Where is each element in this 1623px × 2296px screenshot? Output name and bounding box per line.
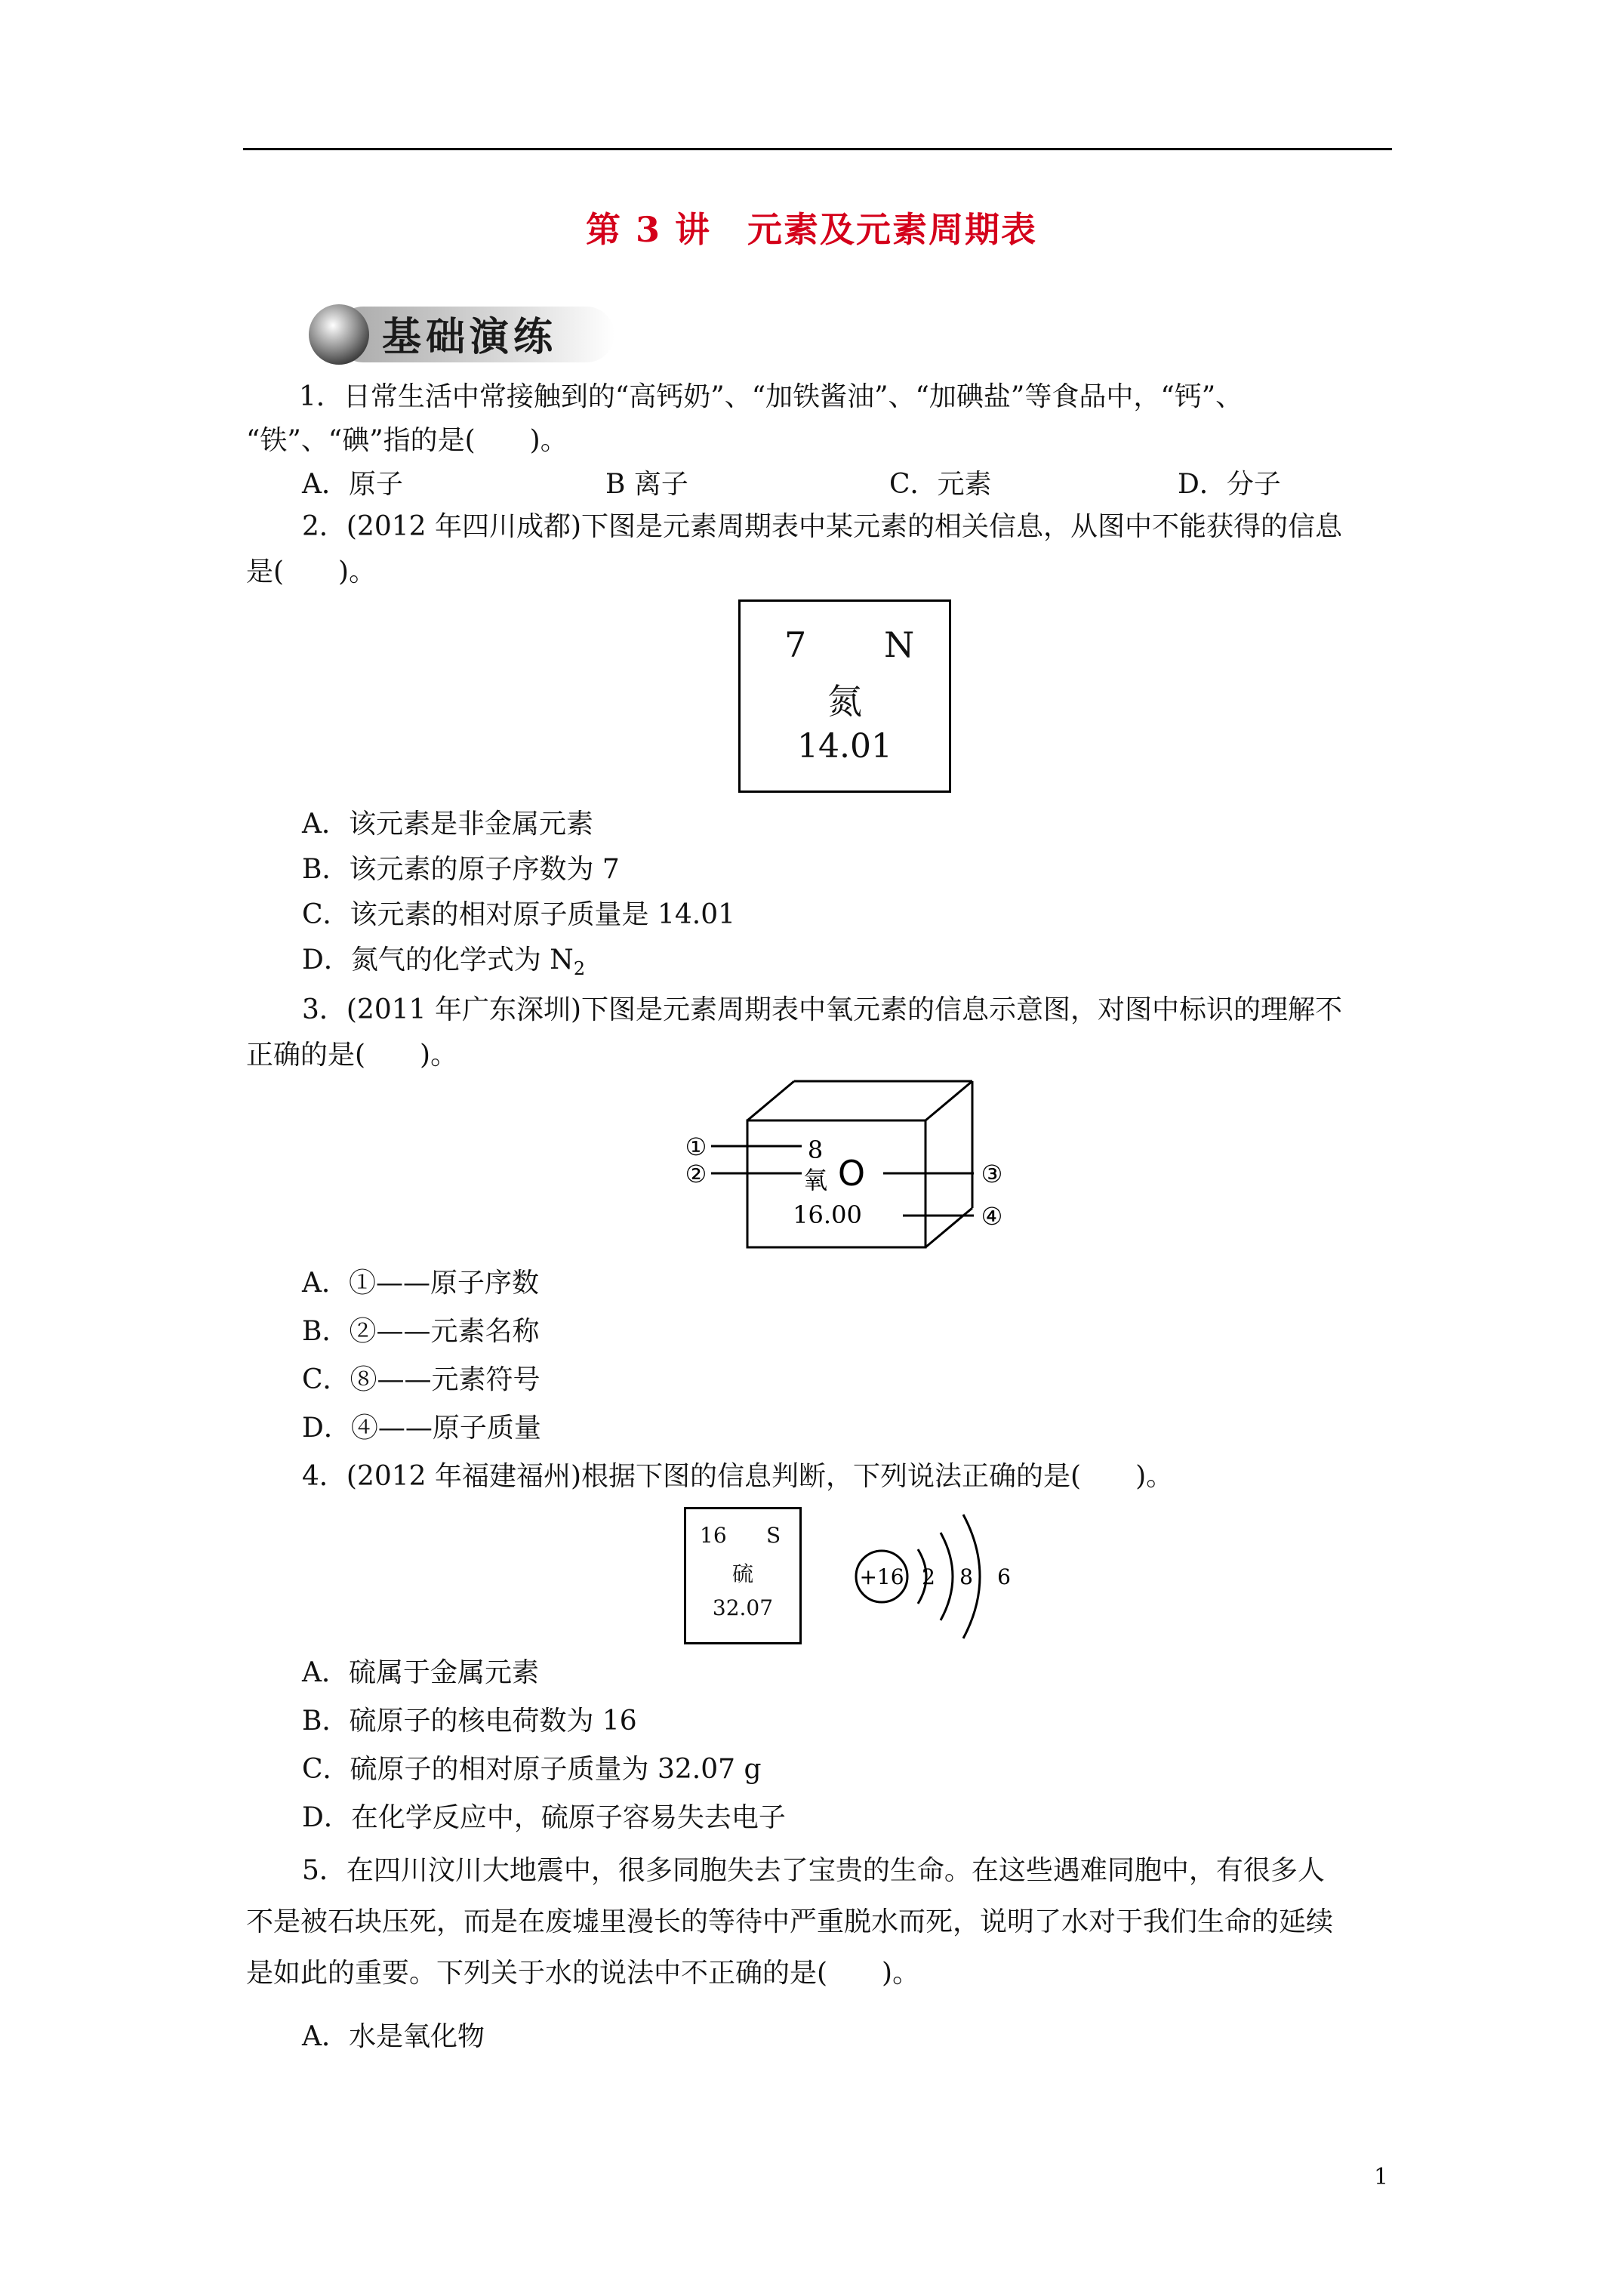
sulfur-mass: 32.07 bbox=[712, 1595, 774, 1620]
q4-stem-line1: 4．(2012 年福建福州)根据下图的信息判断，下列说法正确的是( )。 bbox=[302, 1461, 1174, 1492]
sulfur-name: 硫 bbox=[731, 1561, 753, 1586]
page-title: 第 3 讲 元素及元素周期表 bbox=[585, 209, 1038, 250]
nitrogen-mass: 14.01 bbox=[797, 727, 892, 766]
q2-stem-line1: 2．(2012 年四川成都)下图是元素周期表中某元素的相关信息，从图中不能获得的信息 bbox=[302, 511, 1343, 542]
badge-ball-icon bbox=[309, 304, 369, 365]
q5-stem-line2: 不是被石块压死，而是在废墟里漫长的等待中严重脱水而死，说明了水对于我们生命的延续 bbox=[246, 1906, 1334, 1937]
section-heading: 基础演练 bbox=[382, 315, 558, 360]
oxygen-atomic-number: 8 bbox=[807, 1136, 824, 1164]
q3-stem-line1: 3．(2011 年广东深圳)下图是元素周期表中氧元素的信息示意图，对图中标识的理解不 bbox=[302, 994, 1343, 1025]
q2-stem-line2: 是( )。 bbox=[246, 556, 377, 587]
oxygen-symbol: O bbox=[837, 1153, 866, 1194]
oxygen-mass: 16.00 bbox=[793, 1200, 862, 1229]
q1-stem-line1: 1．日常生活中常接触到的“高钙奶”、“加铁酱油”、“加碘盐”等食品中，“钙”、 bbox=[299, 381, 1243, 412]
q5-stem-line3: 是如此的重要。下列关于水的说法中不正确的是( )。 bbox=[246, 1958, 920, 1989]
q1-option-b: B 离子 bbox=[605, 469, 688, 500]
q4-option-c: C．硫原子的相对原子质量为 32.07 g bbox=[302, 1754, 762, 1785]
q3-option-d: D．④——原子质量 bbox=[302, 1413, 541, 1444]
sulfur-symbol: S bbox=[766, 1523, 781, 1548]
nitrogen-element-cell bbox=[738, 599, 951, 793]
page-number: 1 bbox=[1374, 2164, 1389, 2190]
q2-option-c: C．该元素的相对原子质量是 14.01 bbox=[302, 899, 736, 930]
header-rule bbox=[243, 148, 1392, 150]
shell-1-electrons: 2 bbox=[922, 1564, 935, 1589]
marker-1: ① bbox=[685, 1133, 707, 1161]
q3-option-c: C．⑧——元素符号 bbox=[302, 1364, 540, 1395]
oxygen-name: 氧 bbox=[802, 1166, 828, 1194]
marker-4: ④ bbox=[981, 1202, 1003, 1231]
q1-stem-line2: “铁”、“碘”指的是( )。 bbox=[246, 425, 568, 456]
q2-option-a: A．该元素是非金属元素 bbox=[302, 809, 593, 840]
q4-option-d: D．在化学反应中，硫原子容易失去电子 bbox=[302, 1802, 786, 1833]
nitrogen-symbol: N bbox=[884, 624, 915, 665]
sulfur-atom-structure bbox=[845, 1495, 1019, 1653]
q3-option-b: B．②——元素名称 bbox=[302, 1316, 540, 1347]
sulfur-nucleus-charge: +16 bbox=[859, 1564, 904, 1589]
marker-2: ② bbox=[685, 1160, 707, 1188]
q4-option-b: B．硫原子的核电荷数为 16 bbox=[302, 1706, 637, 1737]
q3-option-a: A．①——原子序数 bbox=[302, 1268, 539, 1299]
q2-option-d: D．氮气的化学式为 $N_2$ bbox=[302, 945, 586, 979]
nitrogen-name: 氮 bbox=[827, 681, 862, 722]
shell-2-electrons: 8 bbox=[959, 1564, 973, 1589]
shell-3-electrons: 6 bbox=[997, 1564, 1011, 1589]
sulfur-atomic-number: 16 bbox=[700, 1523, 727, 1548]
q4-option-a: A．硫属于金属元素 bbox=[302, 1657, 539, 1688]
q5-stem-line1: 5．在四川汶川大地震中，很多同胞失去了宝贵的生命。在这些遇难同胞中，有很多人 bbox=[302, 1855, 1325, 1886]
q3-stem-line2: 正确的是( )。 bbox=[246, 1040, 458, 1071]
q1-option-d: D．分子 bbox=[1178, 469, 1281, 500]
q5-option-a: A．水是氧化物 bbox=[302, 2021, 485, 2052]
q1-option-a: A．原子 bbox=[302, 469, 403, 500]
q1-option-c: C．元素 bbox=[889, 469, 992, 500]
q2-option-b: B．该元素的原子序数为 7 bbox=[302, 854, 620, 885]
nitrogen-atomic-number: 7 bbox=[784, 624, 807, 665]
sulfur-element-cell bbox=[684, 1507, 802, 1644]
marker-3: ③ bbox=[981, 1160, 1003, 1188]
subscript: 2 bbox=[573, 958, 586, 979]
oxygen-cube-diagram bbox=[679, 1072, 1012, 1261]
